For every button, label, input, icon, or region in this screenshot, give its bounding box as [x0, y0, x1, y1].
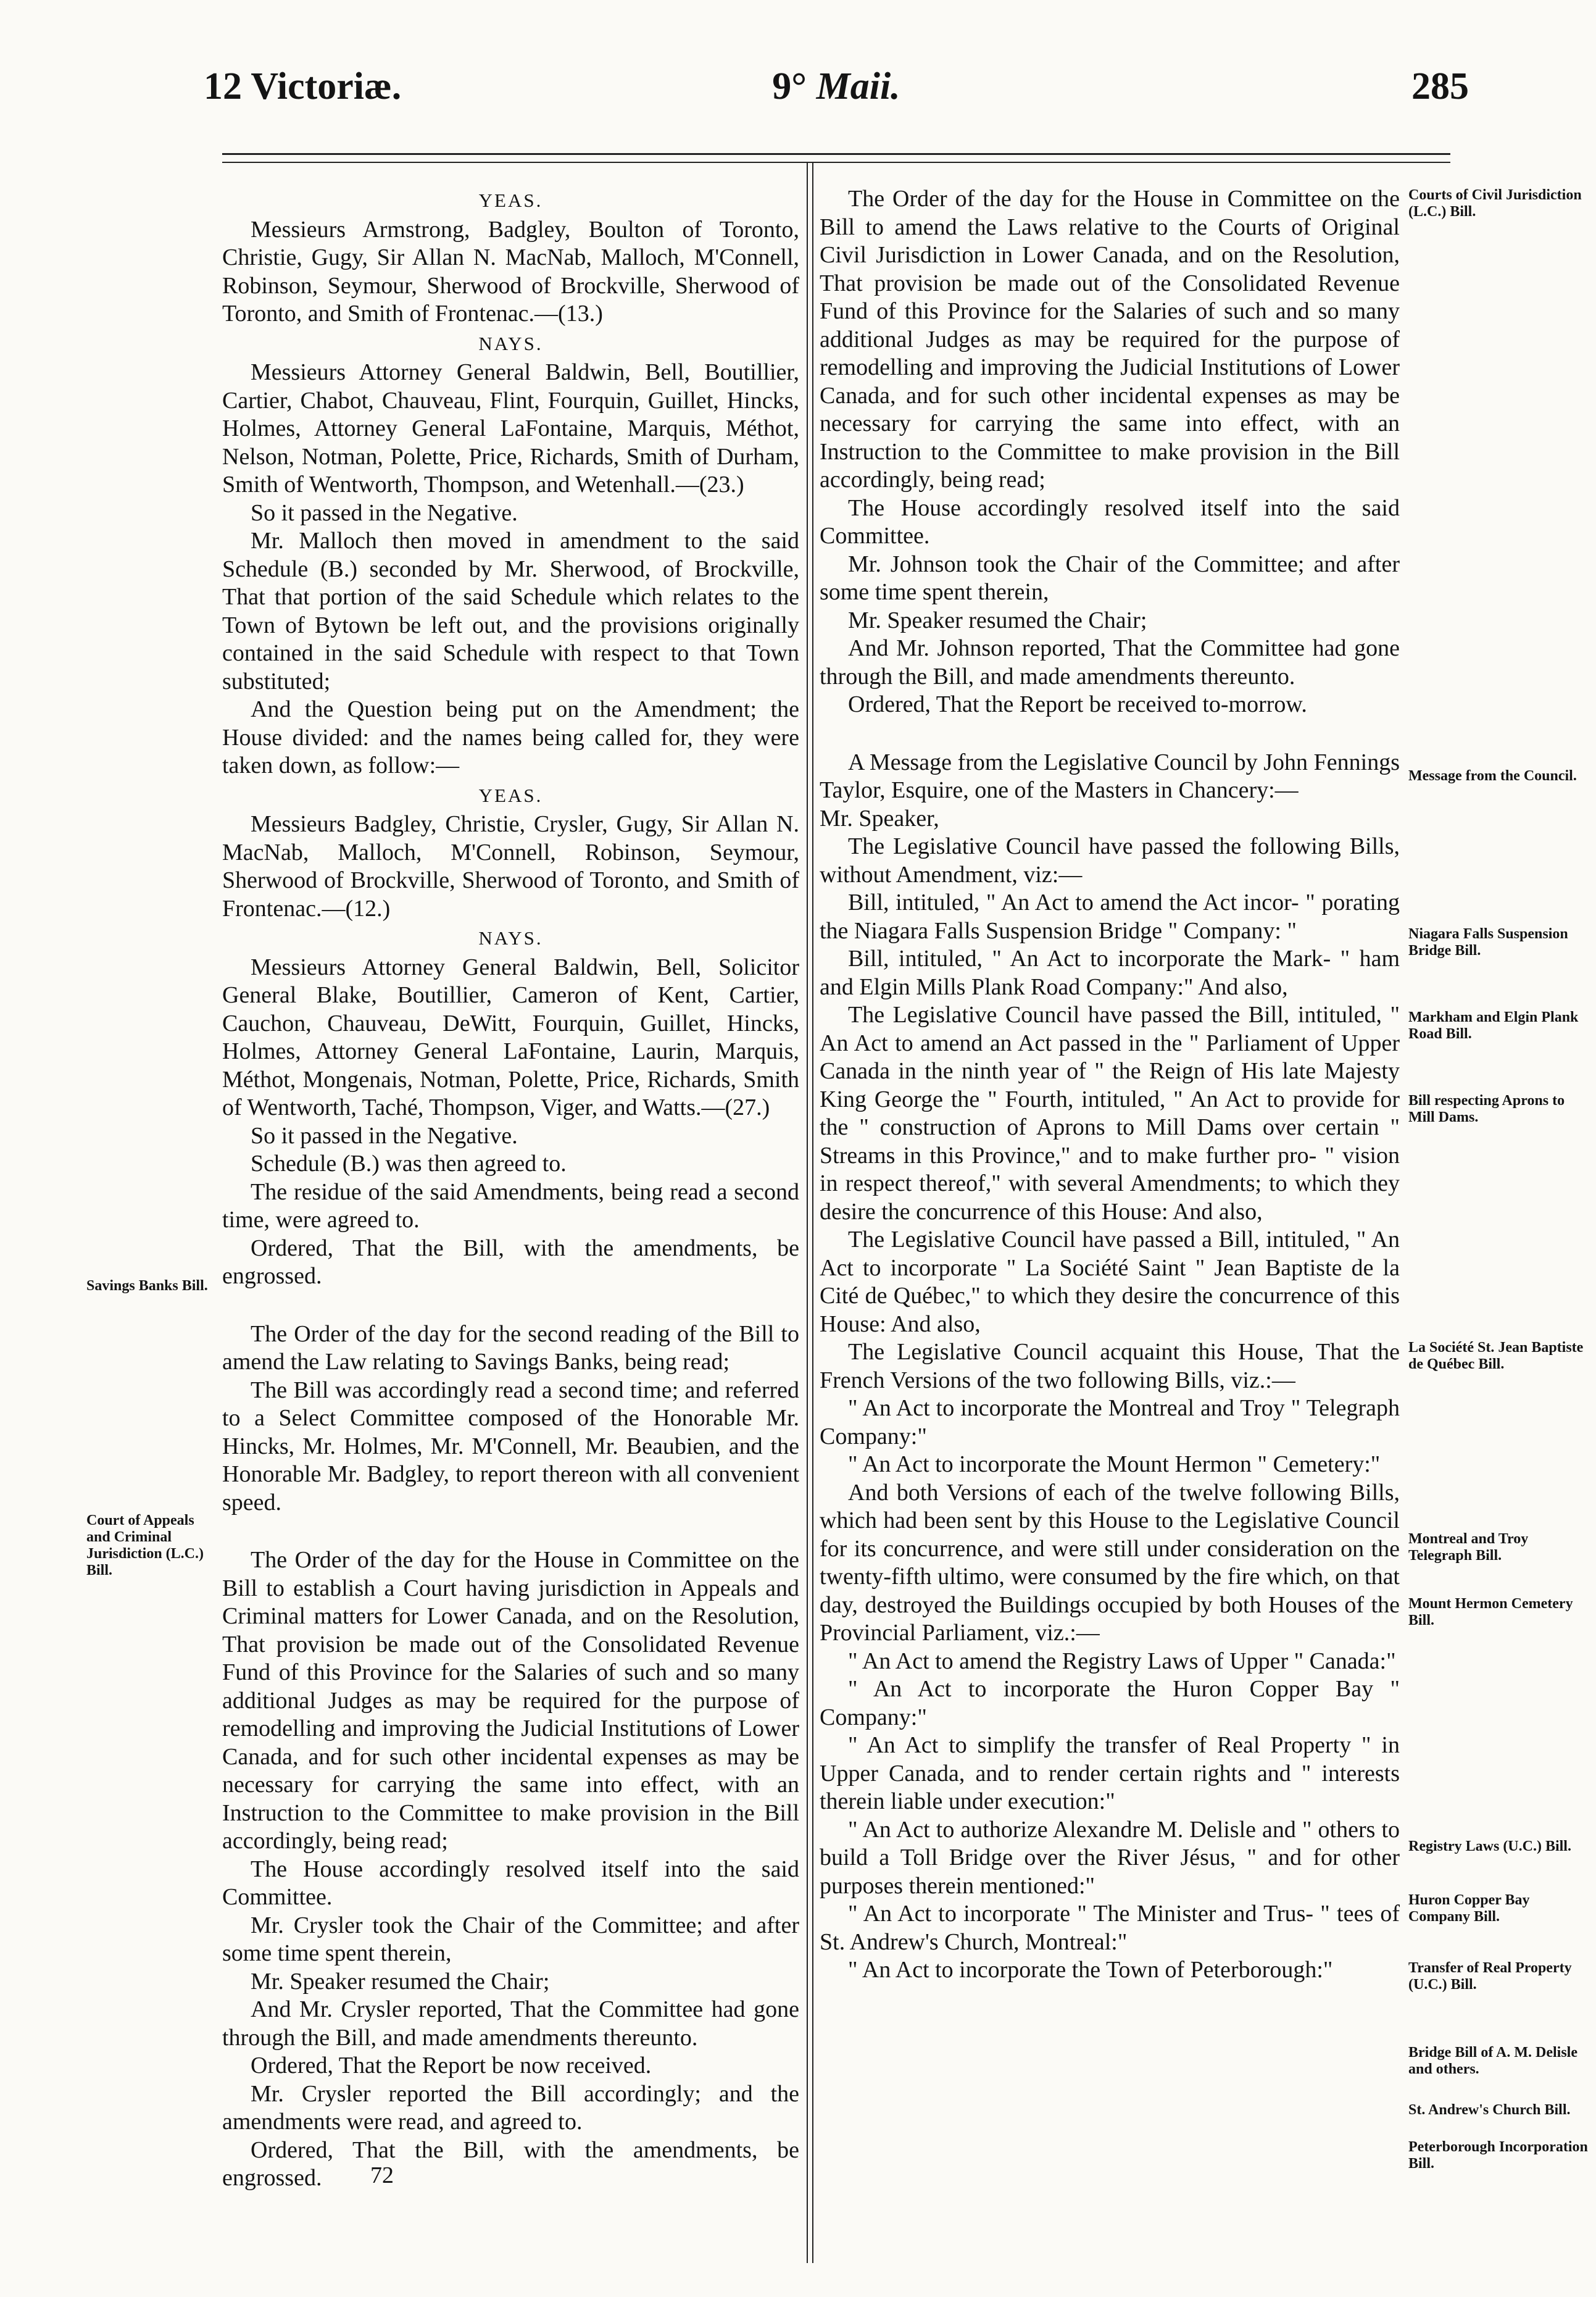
- paragraph: Messieurs Attorney General Baldwin, Bell, Solicitor General Blake, Boutillier, Cameron of Kent, Cartier, Cauchon, Chauveau, DeWitt, Fourquin, Guillet, Hincks, Holmes, Attorney General LaFontaine, Laurin, Marquis, Méthot, Mongenais, Notman, Polette, Price, Richards, Smith of Wentworth, Taché, Thompson, Viger, and Watts.—(27.): [222, 954, 799, 1120]
- paragraph: Mr. Johnson took the Chair of the Committee; and after some time spent therein,: [820, 551, 1400, 605]
- paragraph: The Legislative Council have passed a Bill, intituled, " An Act to incorporate " La Société Saint " Jean Baptiste de la Cité de Québec," to which they desire the concurrence of this House: And also,: [820, 1227, 1400, 1337]
- paragraph: And both Versions of each of the twelve following Bills, which had been sent by this House to the Legislative Council for its concurrence, and were still under consideration on the twenty-fifth ultimo, were consumed by the fire which, on that day, destroyed the Buildings occupied by both Houses of the Provincial Parliament, viz.:—: [820, 1479, 1400, 1646]
- volume-title: 12 Victoriæ.: [204, 65, 402, 107]
- margin-note-registry: Registry Laws (U.C.) Bill.: [1408, 1838, 1571, 1854]
- paragraph: And the Question being put on the Amendment; the House divided: and the names being called for, they were taken down, as follow:—: [222, 696, 799, 778]
- paragraph: Messieurs Armstrong, Badgley, Boulton of Toronto, Christie, Gugy, Sir Allan N. MacNab, Malloch, M'Connell, Robinson, Seymour, Sherwood of Brockville, Sherwood of Toronto, and Smith of Frontenac.—(13.): [222, 216, 799, 327]
- margin-note-courts-civil: Courts of Civil Jurisdiction (L.C.) Bill.: [1408, 187, 1582, 220]
- paragraph: " An Act to incorporate the Montreal and Troy " Telegraph Company:": [820, 1395, 1400, 1449]
- paragraph: The Legislative Council acquaint this House, That the French Versions of the two following Bills, viz.:—: [820, 1339, 1400, 1393]
- paragraph: The House accordingly resolved itself into the said Committee.: [222, 1856, 799, 1910]
- paragraph: " An Act to incorporate the Town of Peterborough:": [848, 1957, 1333, 1983]
- paragraph: The Order of the day for the House in Committee on the Bill to establish a Court having jurisdiction in Appeals and Criminal matters for Lower Canada, and on the Resolution, That provision be made out of the Consolidated Revenue Fund of this Province for the Salaries of such and so many additional Judges as may be required for the purpose of remodelling and improving the Judicial Institutions of Lower Canada, and for such other incidental expenses as may be necessary for carrying the same into effect, with an Instruction to the Committee to make provision in the Bill accordingly, being read;: [222, 1547, 799, 1854]
- right-column: [820, 185, 1400, 1985]
- margin-note-st-andrews: St. Andrew's Church Bill.: [1408, 2102, 1571, 2118]
- paragraph: " An Act to amend the Registry Laws of Upper " Canada:": [848, 1648, 1396, 1674]
- signature-mark: 72: [370, 2162, 394, 2188]
- paragraph: The Legislative Council have passed the following Bills, without Amendment, viz:—: [820, 833, 1400, 888]
- margin-note-huron: Huron Copper Bay Company Bill.: [1408, 1892, 1530, 1925]
- paragraph: Messieurs Badgley, Christie, Crysler, Gugy, Sir Allan N. MacNab, Malloch, M'Connell, Robinson, Seymour, Sherwood of Brockville, Sherwood of Toronto, and Smith of Frontenac.—(12.): [222, 811, 799, 922]
- paragraph: And Mr. Crysler reported, That the Committee had gone through the Bill, and made amendments thereunto.: [222, 1996, 799, 2051]
- margin-note-aprons: Bill respecting Aprons to Mill Dams.: [1408, 1093, 1565, 1125]
- paragraph: Schedule (B.) was then agreed to.: [251, 1151, 567, 1177]
- paragraph: The Order of the day for the second reading of the Bill to amend the Law relating to Savings Banks, being read;: [222, 1320, 799, 1375]
- header-rule: [222, 153, 1450, 155]
- paragraph: The Order of the day for the House in Committee on the Bill to amend the Laws relative to the Courts of Original Civil Jurisdiction in Lower Canada, and on the Resolution, That provision be made out of the Consolidated Revenue Fund of this Province for the Salaries of such and so many additional Judges as may be required for the purpose of remodelling and improving the Judicial Institutions of Lower Canada, and for such other incidental expenses as may be necessary for carrying the same into effect, with an Instruction to the Committee to make provision in the Bill accordingly, being read;: [820, 186, 1400, 493]
- paragraph: Mr. Crysler took the Chair of the Committee; and after some time spent therein,: [222, 1912, 799, 1966]
- paragraph: Ordered, That the Report be now received.: [251, 2053, 652, 2078]
- margin-note-mount-hermon: Mount Hermon Cemetery Bill.: [1408, 1596, 1573, 1628]
- paragraph: Ordered, That the Bill, with the amendments, be engrossed.: [222, 1235, 799, 1289]
- paragraph: Mr. Speaker resumed the Chair;: [848, 607, 1147, 633]
- paragraph: And Mr. Johnson reported, That the Committee had gone through the Bill, and made amendments thereunto.: [820, 635, 1400, 690]
- division-heading: YEAS.: [478, 784, 543, 806]
- margin-note-court-of-appeals: Court of Appeals and Criminal Jurisdiction (L.C.) Bill.: [86, 1512, 204, 1578]
- paragraph: So it passed in the Negative.: [251, 499, 518, 526]
- paragraph: Mr. Speaker,: [820, 805, 939, 832]
- paragraph: The Legislative Council have passed the Bill, intituled, " An Act to amend an Act passed in the " Parliament of Upper Canada in the ninth year of " the Reign of His late Majesty King George the " Fourth, intituled, " An Act to provide for the " construction of Aprons to Mill Dams over certain " Streams in this Province," and to make further pro- " vision in respect thereof," with several Amendments; to which they desire the concurrence of this House: And also,: [820, 1002, 1400, 1225]
- paragraph: " An Act to incorporate " The Minister and Trus- " tees of St. Andrew's Church, Montreal:": [820, 1901, 1400, 1955]
- paragraph: Mr. Malloch then moved in amendment to the said Schedule (B.) seconded by Mr. Sherwood, of Brockville, That that portion of the said Schedule which relates to the Town of Bytown be left out, and the provisions originally contained in the said Schedule with respect to that Town substituted;: [222, 528, 799, 694]
- margin-note-peterborough: Peterborough Incorporation Bill.: [1408, 2139, 1588, 2172]
- paragraph: " An Act to incorporate the Huron Copper Bay " Company:": [820, 1676, 1400, 1730]
- paragraph: " An Act to simplify the transfer of Real Property " in Upper Canada, and to render certain rights and " interests therein liable under execution:": [820, 1732, 1400, 1814]
- division-heading: YEAS.: [478, 190, 543, 211]
- margin-note-societe: La Société St. Jean Baptiste de Québec Bill.: [1408, 1340, 1584, 1372]
- paragraph: Bill, intituled, " An Act to incorporate the Mark- " ham and Elgin Mills Plank Road Company:" And also,: [820, 946, 1400, 1000]
- paragraph: The Bill was accordingly read a second time; and referred to a Select Committee composed of the Honorable Mr. Hincks, Mr. Holmes, Mr. M'Connell, Mr. Beaubien, and the Honorable Mr. Badgley, to report thereon with all convenient speed.: [222, 1377, 799, 1515]
- margin-note-montreal-troy: Montreal and Troy Telegraph Bill.: [1408, 1531, 1529, 1564]
- column-divider-second: [812, 162, 813, 2263]
- paragraph: The House accordingly resolved itself into the said Committee.: [820, 494, 1400, 549]
- page-header: [204, 65, 1469, 133]
- paragraph: A Message from the Legislative Council by John Fennings Taylor, Esquire, one of the Masters in Chancery:—: [820, 749, 1400, 803]
- day: 9°: [772, 65, 807, 107]
- page-number: 285: [1411, 65, 1469, 107]
- division-heading: NAYS.: [478, 332, 543, 354]
- date-heading: [204, 65, 1469, 109]
- paragraph: Messieurs Attorney General Baldwin, Bell, Boutillier, Cartier, Chabot, Chauveau, Flint, Fourquin, Guillet, Hincks, Holmes, Attorney General LaFontaine, Marquis, Méthot, Nelson, Notman, Polette, Price, Richards, Smith of Durham, Smith of Wentworth, Thompson, and Wetenhall.—(23.): [222, 359, 799, 498]
- margin-note-niagara: Niagara Falls Suspension Bridge Bill.: [1408, 926, 1568, 959]
- paragraph: " An Act to authorize Alexandre M. Delisle and " others to build a Toll Bridge over the River Jésus, " and for other purposes therein mentioned:": [820, 1816, 1400, 1899]
- margin-note-savings-banks: Savings Banks Bill.: [86, 1278, 208, 1294]
- paragraph: The residue of the said Amendments, being read a second time, were agreed to.: [222, 1178, 799, 1233]
- paragraph: Ordered, That the Bill, with the amendments, be engrossed.: [222, 2137, 799, 2191]
- paragraph: So it passed in the Negative.: [251, 1122, 518, 1149]
- paragraph: Ordered, That the Report be received to-morrow.: [848, 691, 1307, 717]
- column-divider: [807, 162, 808, 2263]
- paragraph: Mr. Crysler reported the Bill accordingly; and the amendments were read, and agreed to.: [222, 2080, 799, 2135]
- month: Maii.: [816, 65, 900, 107]
- division-heading: NAYS.: [478, 927, 543, 949]
- paragraph: Mr. Speaker resumed the Chair;: [251, 1968, 550, 1995]
- paragraph: " An Act to incorporate the Mount Hermon " Cemetery:": [848, 1451, 1381, 1477]
- header-rule-thin: [222, 162, 1450, 163]
- margin-note-bridge: Bridge Bill of A. M. Delisle and others.: [1408, 2045, 1577, 2077]
- margin-note-real-property: Transfer of Real Property (U.C.) Bill.: [1408, 1960, 1572, 1993]
- left-column: [222, 185, 799, 2193]
- paragraph: Bill, intituled, " An Act to amend the Act incor- " porating the Niagara Falls Suspension Bridge " Company: ": [820, 890, 1400, 944]
- margin-note-message: Message from the Council.: [1408, 768, 1577, 784]
- margin-note-markham: Markham and Elgin Plank Road Bill.: [1408, 1009, 1579, 1042]
